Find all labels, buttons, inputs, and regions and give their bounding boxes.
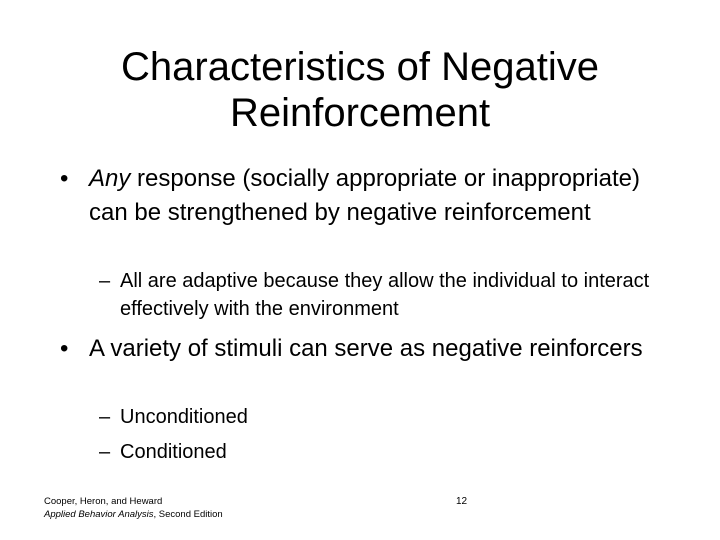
subitem-unconditioned — [99, 403, 659, 431]
bullet-text — [89, 162, 660, 230]
footer-book-title: Applied Behavior Analysis — [44, 509, 154, 520]
title-line-2: Reinforcement — [229, 91, 491, 135]
subitem-text: All are adaptive because they allow the individual to interact effectively with the environment — [120, 270, 650, 320]
footer-book — [44, 508, 223, 521]
bullet-body: response (socially appropriate or inappropriate) can be strengthened by negative reinforcement — [89, 165, 640, 226]
bullet-marker: • — [60, 165, 69, 192]
subitem-marker: – — [99, 406, 111, 428]
subitem-marker: – — [99, 441, 111, 463]
bullet-variety-of-stimuli — [60, 332, 660, 366]
bullet-emphasis: Any — [89, 165, 131, 192]
bullet-text: A variety of stimuli can serve as negative reinforcers — [89, 335, 643, 362]
subitem-conditioned — [99, 438, 659, 466]
subitem-marker: – — [99, 270, 111, 292]
footer-authors: Cooper, Heron, and Heward — [44, 496, 163, 507]
bullet-marker: • — [60, 335, 69, 362]
bullet-any-response — [60, 162, 660, 230]
title-line-1: Characteristics of Negative — [121, 45, 599, 89]
subitem-adaptive — [99, 267, 659, 323]
subitem-text: Unconditioned — [120, 406, 248, 428]
subitem-text: Conditioned — [120, 441, 227, 463]
footer-citation — [44, 495, 223, 521]
slide-title — [60, 44, 660, 136]
footer-edition: , Second Edition — [153, 509, 223, 520]
page-number: 12 — [456, 496, 468, 507]
